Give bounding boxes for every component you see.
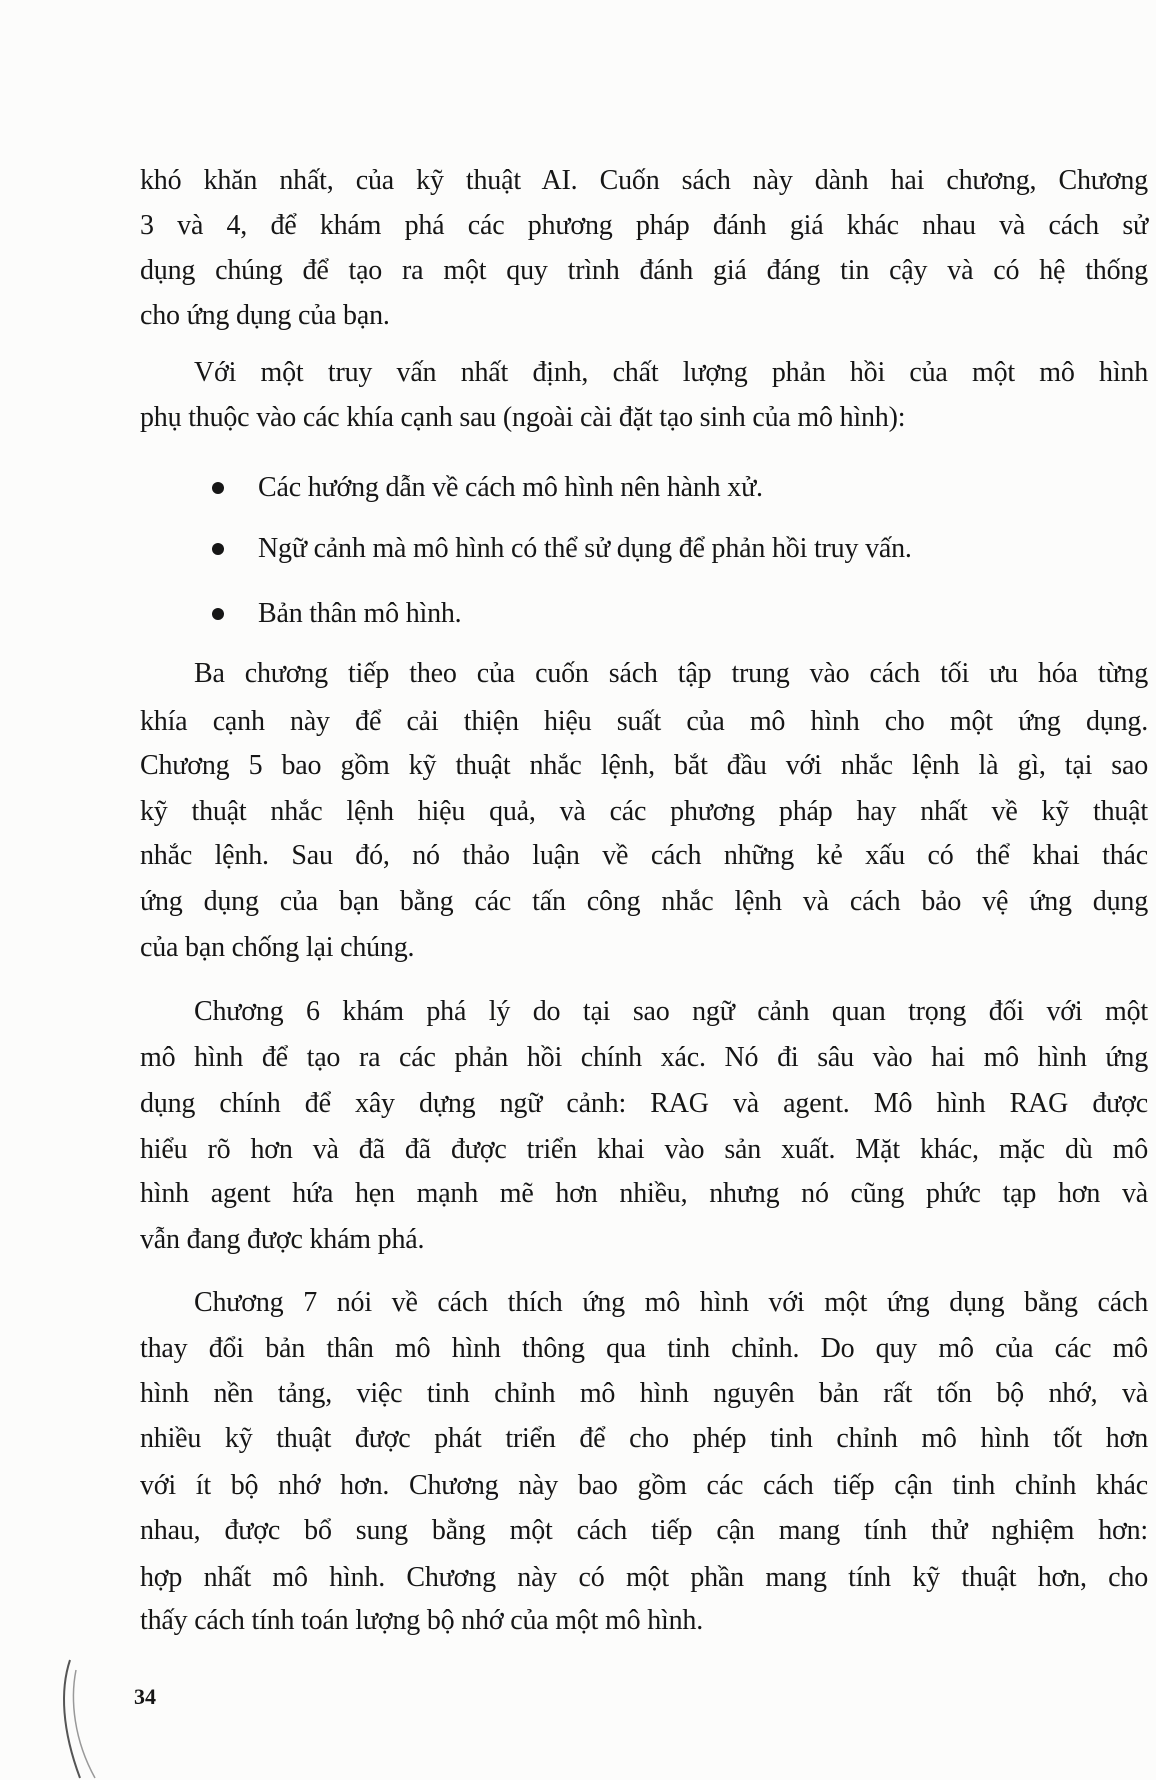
paragraph-4-line: vẫn đang được khám phá. bbox=[140, 1224, 425, 1255]
paragraph-3-line: ứng dụng của bạn bằng các tấn công nhắc lệnh và cách bảo vệ ứng dụng bbox=[140, 886, 1148, 917]
paragraph-3-line: của bạn chống lại chúng. bbox=[140, 932, 415, 963]
bullet-item: Bản thân mô hình. bbox=[258, 598, 462, 629]
page-number: 34 bbox=[134, 1684, 156, 1709]
paragraph-2-line: phụ thuộc vào các khía cạnh sau (ngoài cài đặt tạo sinh của mô hình): bbox=[140, 402, 906, 433]
paragraph-4-line: Chương 6 khám phá lý do tại sao ngữ cảnh quan trọng đối với một bbox=[194, 996, 1148, 1027]
bullet-item: Các hướng dẫn về cách mô hình nên hành xử. bbox=[258, 472, 763, 503]
paragraph-5-line: nhau, được bổ sung bằng một cách tiếp cận mang tính thử nghiệm hơn: bbox=[140, 1515, 1148, 1546]
paragraph-5-line: nhiều kỹ thuật được phát triển để cho phép tinh chỉnh mô hình tốt hơn bbox=[140, 1423, 1148, 1454]
paragraph-1-line: dụng chúng để tạo ra một quy trình đánh giá đáng tin cậy và có hệ thống bbox=[140, 255, 1148, 286]
paragraph-5-line: hợp nhất mô hình. Chương này có một phần mang tính kỹ thuật hơn, cho bbox=[140, 1562, 1148, 1593]
bullet-icon bbox=[212, 482, 224, 494]
paragraph-4-line: mô hình để tạo ra các phản hồi chính xác. Nó đi sâu vào hai mô hình ứng bbox=[140, 1042, 1148, 1073]
paragraph-3-line: kỹ thuật nhắc lệnh hiệu quả, và các phương pháp hay nhất về kỹ thuật bbox=[140, 796, 1148, 827]
paragraph-4-line: dụng chính để xây dựng ngữ cảnh: RAG và agent. Mô hình RAG được bbox=[140, 1088, 1148, 1119]
bullet-icon bbox=[212, 543, 224, 555]
paragraph-5-line: hình nền tảng, việc tinh chỉnh mô hình nguyên bản rất tốn bộ nhớ, và bbox=[140, 1378, 1148, 1409]
paragraph-3-line: Ba chương tiếp theo của cuốn sách tập trung vào cách tối ưu hóa từng bbox=[194, 658, 1148, 689]
page-curl-shadow bbox=[40, 1650, 110, 1780]
bullet-icon bbox=[212, 608, 224, 620]
paragraph-5-line: với ít bộ nhớ hơn. Chương này bao gồm các cách tiếp cận tinh chỉnh khác bbox=[140, 1470, 1148, 1501]
paragraph-1-line: khó khăn nhất, của kỹ thuật AI. Cuốn sách này dành hai chương, Chương bbox=[140, 165, 1148, 196]
paragraph-5-line: thấy cách tính toán lượng bộ nhớ của một mô hình. bbox=[140, 1605, 703, 1636]
paragraph-3-line: Chương 5 bao gồm kỹ thuật nhắc lệnh, bắt đầu với nhắc lệnh là gì, tại sao bbox=[140, 750, 1148, 781]
paragraph-2-line: Với một truy vấn nhất định, chất lượng phản hồi của một mô hình bbox=[194, 357, 1148, 388]
paragraph-1-line: cho ứng dụng của bạn. bbox=[140, 300, 390, 331]
paragraph-4-line: hình agent hứa hẹn mạnh mẽ hơn nhiều, nhưng nó cũng phức tạp hơn và bbox=[140, 1178, 1148, 1209]
paragraph-5-line: thay đổi bản thân mô hình thông qua tinh chỉnh. Do quy mô của các mô bbox=[140, 1333, 1148, 1364]
paragraph-3-line: nhắc lệnh. Sau đó, nó thảo luận về cách những kẻ xấu có thể khai thác bbox=[140, 840, 1148, 871]
paragraph-1-line: 3 và 4, để khám phá các phương pháp đánh giá khác nhau và cách sử bbox=[140, 210, 1148, 241]
paragraph-4-line: hiểu rõ hơn và đã đã được triển khai vào sản xuất. Mặt khác, mặc dù mô bbox=[140, 1134, 1148, 1165]
paragraph-5-line: Chương 7 nói về cách thích ứng mô hình với một ứng dụng bằng cách bbox=[194, 1287, 1148, 1318]
bullet-item: Ngữ cảnh mà mô hình có thể sử dụng để phản hồi truy vấn. bbox=[258, 533, 912, 564]
paragraph-3-line: khía cạnh này để cải thiện hiệu suất của mô hình cho một ứng dụng. bbox=[140, 706, 1148, 737]
